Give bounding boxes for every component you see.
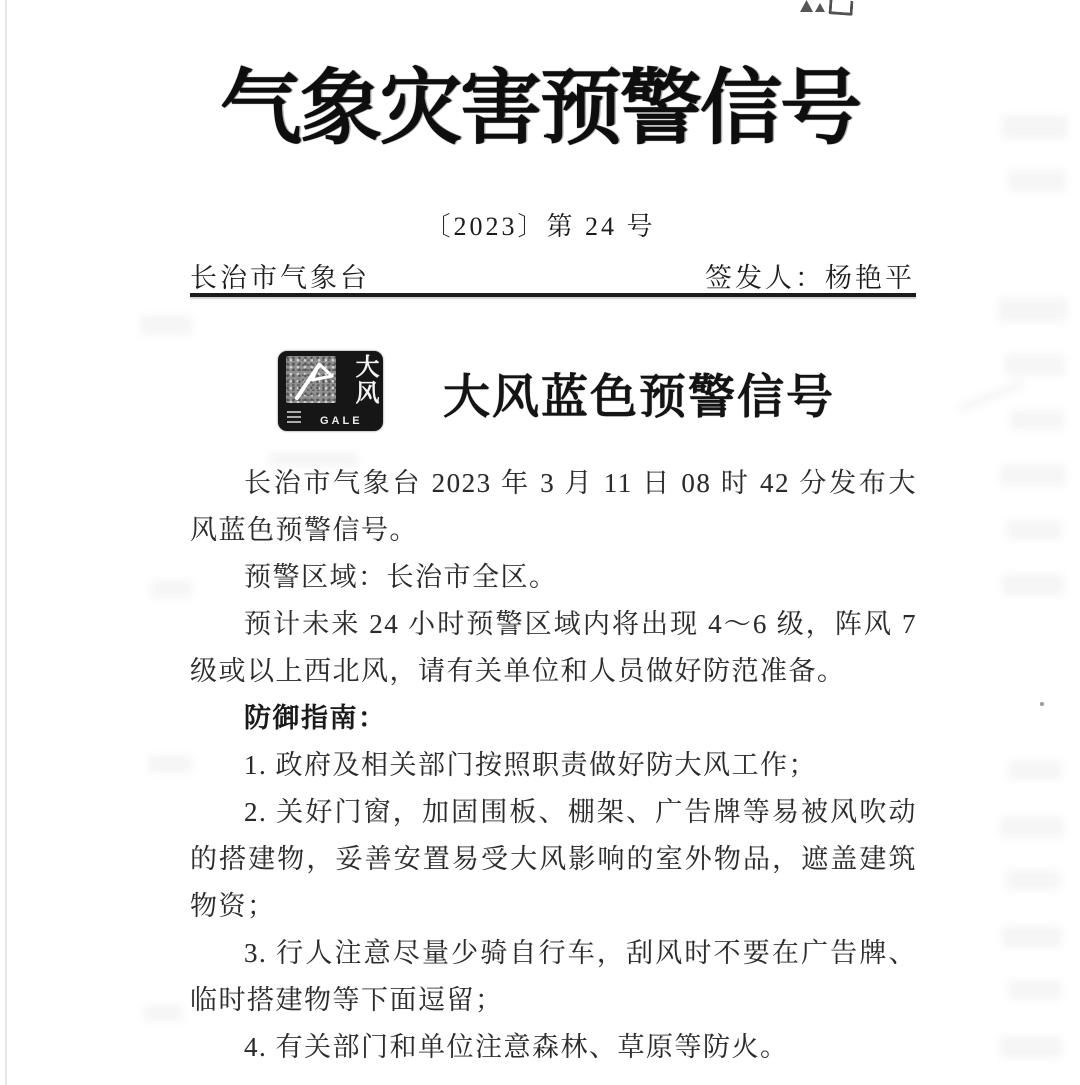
paragraph-warning-area: 预警区域：长治市全区。 [244, 562, 558, 592]
scan-artifact [1000, 1036, 1062, 1058]
issuer-name: 长治市气象台 [190, 263, 370, 293]
gale-icon-label-en: GALE [320, 415, 363, 427]
paragraph-issue-statement: 长治市气象台 2023 年 3 月 11 日 08 时 42 分发布大风蓝色预警信号。 [190, 468, 917, 545]
scan-artifact [150, 580, 192, 598]
scan-cropped-glyph-fragment [829, 0, 854, 16]
scan-cropped-glyph-fragment [815, 3, 825, 12]
scan-cropped-glyph-fragment [800, 0, 813, 12]
scan-artifact [1005, 354, 1065, 376]
scan-artifact [1002, 574, 1064, 596]
scan-artifact [956, 379, 1026, 413]
scan-edge-line [5, 0, 7, 1085]
paragraph-guide-item-1: 1. 政府及相关部门按照职责做好防大风工作； [244, 750, 817, 780]
scan-artifact [1000, 464, 1066, 486]
paragraph-guide-item-3: 3. 行人注意尽量少骑自行车，刮风时不要在广告牌、临时搭建物等下面逗留； [190, 938, 917, 1015]
paragraph-defense-guide-heading: 防御指南： [244, 703, 387, 733]
signer: 签发人：杨艳平 [705, 263, 915, 293]
gale-icon-label-cn: 大风 [351, 354, 378, 406]
scan-artifact [148, 755, 192, 773]
paragraph-forecast: 预计未来 24 小时预警区域内将出现 4～6 级，阵风 7 级或以上西北风，请有关单位和人员做好防范准备。 [190, 609, 917, 686]
scan-artifact [998, 298, 1068, 322]
scan-artifact [1010, 410, 1064, 430]
scan-artifact [1008, 170, 1066, 192]
scan-artifact [1006, 520, 1062, 540]
scan-artifact [1005, 870, 1061, 890]
scan-artifact [1008, 760, 1062, 780]
header-divider-rule [190, 293, 916, 297]
document-number: 〔2023〕第 24 号 [424, 212, 656, 241]
scan-artifact [143, 1005, 183, 1021]
warning-heading: 大风蓝色预警信号 [443, 372, 835, 424]
scan-artifact [1002, 926, 1062, 948]
scan-artifact [1008, 980, 1062, 1000]
paragraph-guide-item-2: 2. 关好门窗，加固围板、棚架、广告牌等易被风吹动的搭建物，妥善安置易受大风影响的室外物品，遮盖建筑物资； [190, 797, 917, 921]
gale-icon-fine-print [287, 411, 301, 425]
scan-speck [1040, 702, 1044, 706]
warning-body [190, 460, 917, 1071]
wind-flag-icon [286, 356, 336, 403]
paragraph-guide-item-4: 4. 有关部门和单位注意森林、草原等防火。 [244, 1032, 789, 1062]
document-title: 气象灾害预警信号 [219, 63, 860, 154]
scan-artifact [1000, 816, 1064, 838]
issuer-row [190, 256, 915, 295]
gale-warning-icon [278, 351, 383, 431]
scan-artifact [140, 315, 192, 335]
